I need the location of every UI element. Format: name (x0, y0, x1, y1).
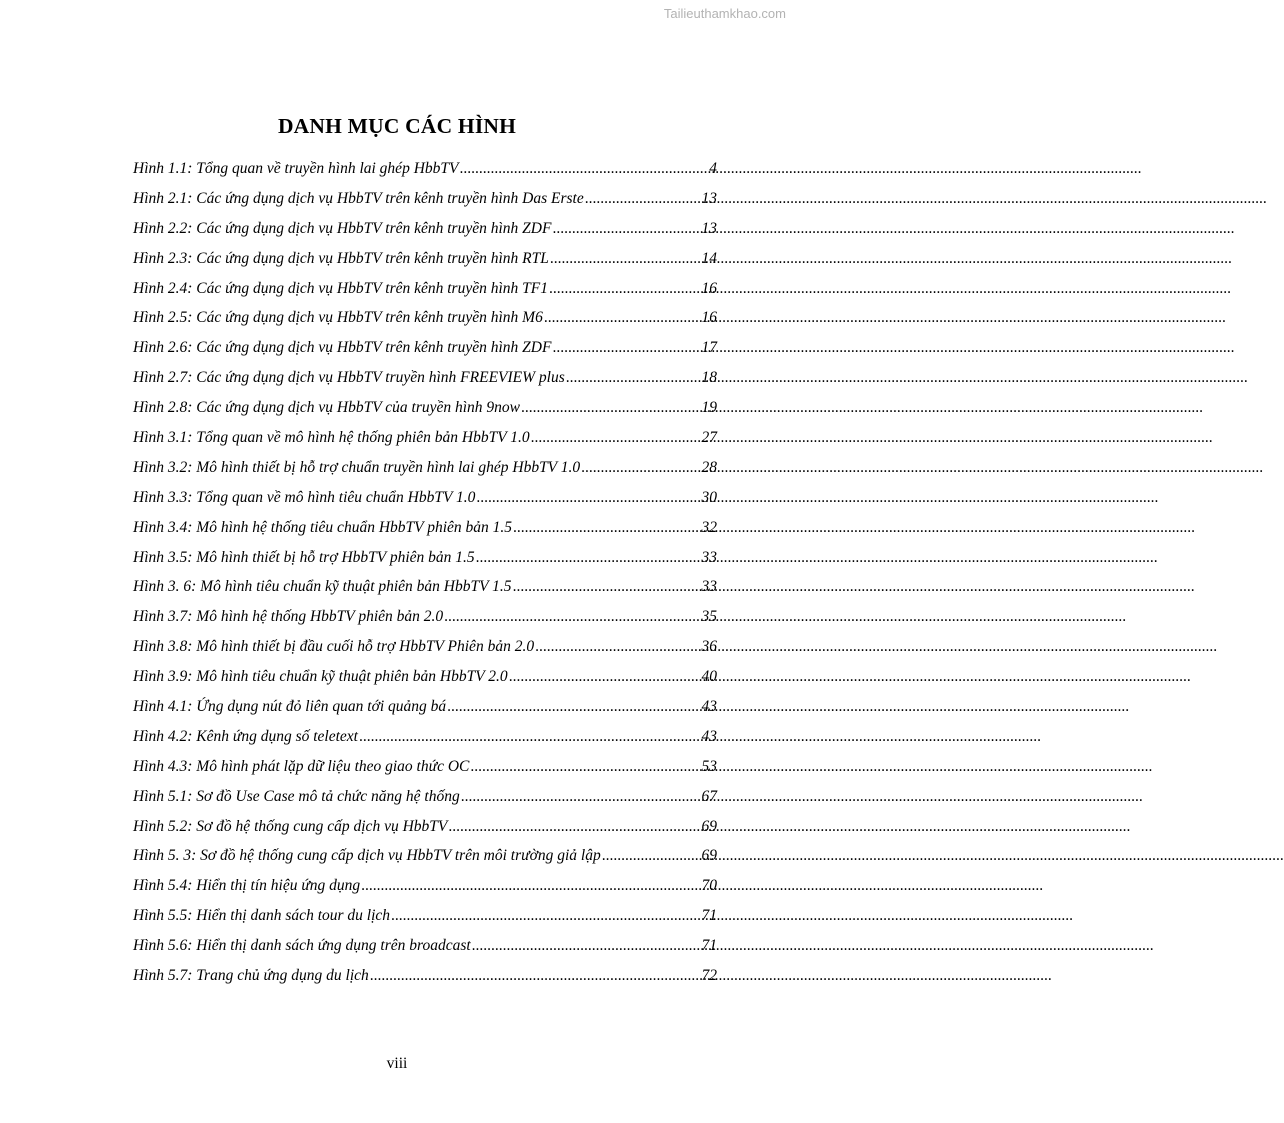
dot-leader (581, 456, 700, 480)
dot-leader (444, 605, 700, 629)
toc-entry[interactable] (133, 396, 717, 426)
toc-entry[interactable] (133, 366, 717, 396)
toc-entry[interactable] (133, 486, 717, 516)
toc-entry[interactable] (133, 456, 717, 486)
toc-entry-label: Hình 3.4: Mô hình hệ thống tiêu chuẩn HbbTV phiên bản 1.5 (133, 518, 513, 536)
toc-entry-page: 43 (701, 698, 717, 716)
figure-list (133, 157, 717, 994)
toc-entry[interactable] (133, 904, 717, 934)
toc-entry-label: Hình 2.5: Các ứng dụng dịch vụ HbbTV trên kênh truyền hình M6 (133, 309, 543, 327)
toc-entry-page: 13 (701, 189, 717, 207)
dot-leader (521, 396, 700, 420)
dot-leader (544, 306, 701, 330)
toc-entry[interactable] (133, 575, 717, 605)
toc-entry-label: Hình 5.7: Trang chủ ứng dụng du lịch (133, 967, 369, 985)
dot-leader (472, 934, 701, 958)
dot-leader (552, 336, 700, 360)
dot-leader (391, 904, 700, 928)
toc-entry-page: 33 (701, 578, 717, 596)
toc-entry-label: Hình 3.7: Mô hình hệ thống HbbTV phiên bản 2.0 (133, 608, 444, 626)
toc-entry-page: 16 (701, 309, 717, 327)
toc-entry[interactable] (133, 187, 717, 217)
toc-entry[interactable] (133, 635, 717, 665)
dot-leader (549, 277, 701, 301)
toc-entry[interactable] (133, 934, 717, 964)
dot-leader (531, 426, 701, 450)
toc-entry-label: Hình 5.2: Sơ đồ hệ thống cung cấp dịch vụ HbbTV (133, 817, 448, 835)
toc-entry-label: Hình 2.1: Các ứng dụng dịch vụ HbbTV trên kênh truyền hình Das Erste (133, 189, 584, 207)
toc-entry[interactable] (133, 964, 717, 994)
toc-entry[interactable] (133, 336, 717, 366)
toc-entry-page: 69 (701, 847, 717, 865)
toc-entry-page: 67 (701, 787, 717, 805)
toc-entry-page: 72 (701, 967, 717, 985)
toc-entry-page: 17 (701, 339, 717, 357)
dot-leader (447, 695, 700, 719)
dot-leader (476, 486, 700, 510)
toc-entry-label: Hình 4.2: Kênh ứng dụng số teletext (133, 727, 358, 745)
toc-entry-label: Hình 3. 6: Mô hình tiêu chuẩn kỹ thuật phiên bản HbbTV 1.5 (133, 578, 512, 596)
page-number: viii (386, 1055, 408, 1072)
toc-entry-page: 40 (701, 668, 717, 686)
toc-entry[interactable] (133, 695, 717, 725)
toc-entry-label: Hình 2.6: Các ứng dụng dịch vụ HbbTV trên kênh truyền hình ZDF (133, 339, 552, 357)
toc-entry-label: Hình 5.5: Hiển thị danh sách tour du lịch (133, 907, 391, 925)
toc-entry[interactable] (133, 844, 717, 874)
toc-entry-label: Hình 3.2: Mô hình thiết bị hỗ trợ chuẩn truyền hình lai ghép HbbTV 1.0 (133, 458, 581, 476)
toc-entry[interactable] (133, 665, 717, 695)
dot-leader (509, 665, 701, 689)
dot-leader (459, 157, 708, 181)
dot-leader (513, 575, 701, 599)
toc-entry[interactable] (133, 157, 717, 187)
toc-entry-page: 30 (701, 488, 717, 506)
toc-entry-label: Hình 3.8: Mô hình thiết bị đầu cuối hỗ trợ HbbTV Phiên bản 2.0 (133, 638, 535, 656)
watermark: Tailieuthamkhao.com (663, 6, 786, 21)
toc-entry-page: 43 (701, 727, 717, 745)
dot-leader (370, 964, 701, 988)
dot-leader (513, 516, 700, 540)
toc-entry-page: 28 (701, 458, 717, 476)
toc-entry-label: Hình 1.1: Tổng quan về truyền hình lai ghép HbbTV (133, 160, 459, 177)
toc-entry-page: 18 (701, 369, 717, 387)
dot-leader (448, 815, 700, 839)
toc-entry[interactable] (133, 217, 717, 247)
toc-entry-page: 70 (701, 877, 717, 895)
toc-entry-label: Hình 2.7: Các ứng dụng dịch vụ HbbTV truyền hình FREEVIEW plus (133, 369, 565, 387)
toc-entry-label: Hình 3.3: Tổng quan về mô hình tiêu chuẩn HbbTV 1.0 (133, 488, 476, 506)
toc-entry-label: Hình 3.1: Tổng quan về mô hình hệ thống phiên bản HbbTV 1.0 (133, 429, 530, 447)
toc-entry[interactable] (133, 426, 717, 456)
toc-entry-label: Hình 2.3: Các ứng dụng dịch vụ HbbTV trên kênh truyền hình RTL (133, 249, 549, 267)
toc-entry-page: 71 (701, 937, 717, 955)
toc-entry-label: Hình 3.9: Mô hình tiêu chuẩn kỹ thuật phiên bản HbbTV 2.0 (133, 668, 508, 686)
toc-entry-page: 4 (709, 160, 717, 177)
dot-leader (470, 755, 700, 779)
toc-entry-label: Hình 4.3: Mô hình phát lặp dữ liệu theo giao thức OC (133, 757, 470, 775)
dot-leader (359, 725, 701, 749)
toc-entry[interactable] (133, 874, 717, 904)
page-title: DANH MỤC CÁC HÌNH (277, 114, 517, 138)
toc-entry-page: 14 (701, 249, 717, 267)
toc-entry-page: 13 (701, 219, 717, 237)
dot-leader (602, 844, 701, 868)
dot-leader (461, 785, 701, 809)
toc-entry-page: 69 (701, 817, 717, 835)
toc-entry[interactable] (133, 725, 717, 755)
toc-entry[interactable] (133, 247, 717, 277)
toc-entry-label: Hình 5.1: Sơ đồ Use Case mô tả chức năng hệ thống (133, 787, 460, 805)
toc-entry-page: 35 (701, 608, 717, 626)
toc-entry-page: 71 (701, 907, 717, 925)
toc-entry-page: 16 (701, 279, 717, 297)
dot-leader (552, 217, 700, 241)
toc-entry[interactable] (133, 755, 717, 785)
toc-entry-label: Hình 5.4: Hiển thị tín hiệu ứng dụng (133, 877, 361, 895)
dot-leader (361, 874, 700, 898)
toc-entry-label: Hình 5. 3: Sơ đồ hệ thống cung cấp dịch vụ HbbTV trên môi trường giả lập (133, 847, 601, 865)
toc-entry-page: 27 (701, 429, 717, 447)
toc-entry-page: 53 (701, 757, 717, 775)
toc-entry-label: Hình 2.4: Các ứng dụng dịch vụ HbbTV trên kênh truyền hình TF1 (133, 279, 548, 297)
toc-entry[interactable] (133, 785, 717, 815)
toc-entry-page: 36 (701, 638, 717, 656)
dot-leader (585, 187, 701, 211)
toc-entry[interactable] (133, 306, 717, 336)
toc-entry-page: 32 (701, 518, 717, 536)
dot-leader (550, 247, 701, 271)
toc-entry-label: Hình 4.1: Ứng dụng nút đỏ liên quan tới quảng bá (133, 698, 447, 716)
dot-leader (535, 635, 700, 659)
dot-leader (566, 366, 701, 390)
toc-entry[interactable] (133, 815, 717, 845)
toc-entry[interactable] (133, 277, 717, 307)
toc-entry-label: Hình 5.6: Hiển thị danh sách ứng dụng trên broadcast (133, 937, 471, 955)
toc-entry[interactable] (133, 516, 717, 546)
toc-entry[interactable] (133, 546, 717, 576)
toc-entry[interactable] (133, 605, 717, 635)
dot-leader (476, 546, 701, 570)
toc-entry-page: 19 (701, 399, 717, 417)
toc-entry-label: Hình 2.8: Các ứng dụng dịch vụ HbbTV của truyền hình 9now (133, 399, 521, 417)
toc-entry-page: 33 (701, 548, 717, 566)
toc-entry-label: Hình 3.5: Mô hình thiết bị hỗ trợ HbbTV phiên bản 1.5 (133, 548, 475, 566)
toc-entry-label: Hình 2.2: Các ứng dụng dịch vụ HbbTV trên kênh truyền hình ZDF (133, 219, 552, 237)
